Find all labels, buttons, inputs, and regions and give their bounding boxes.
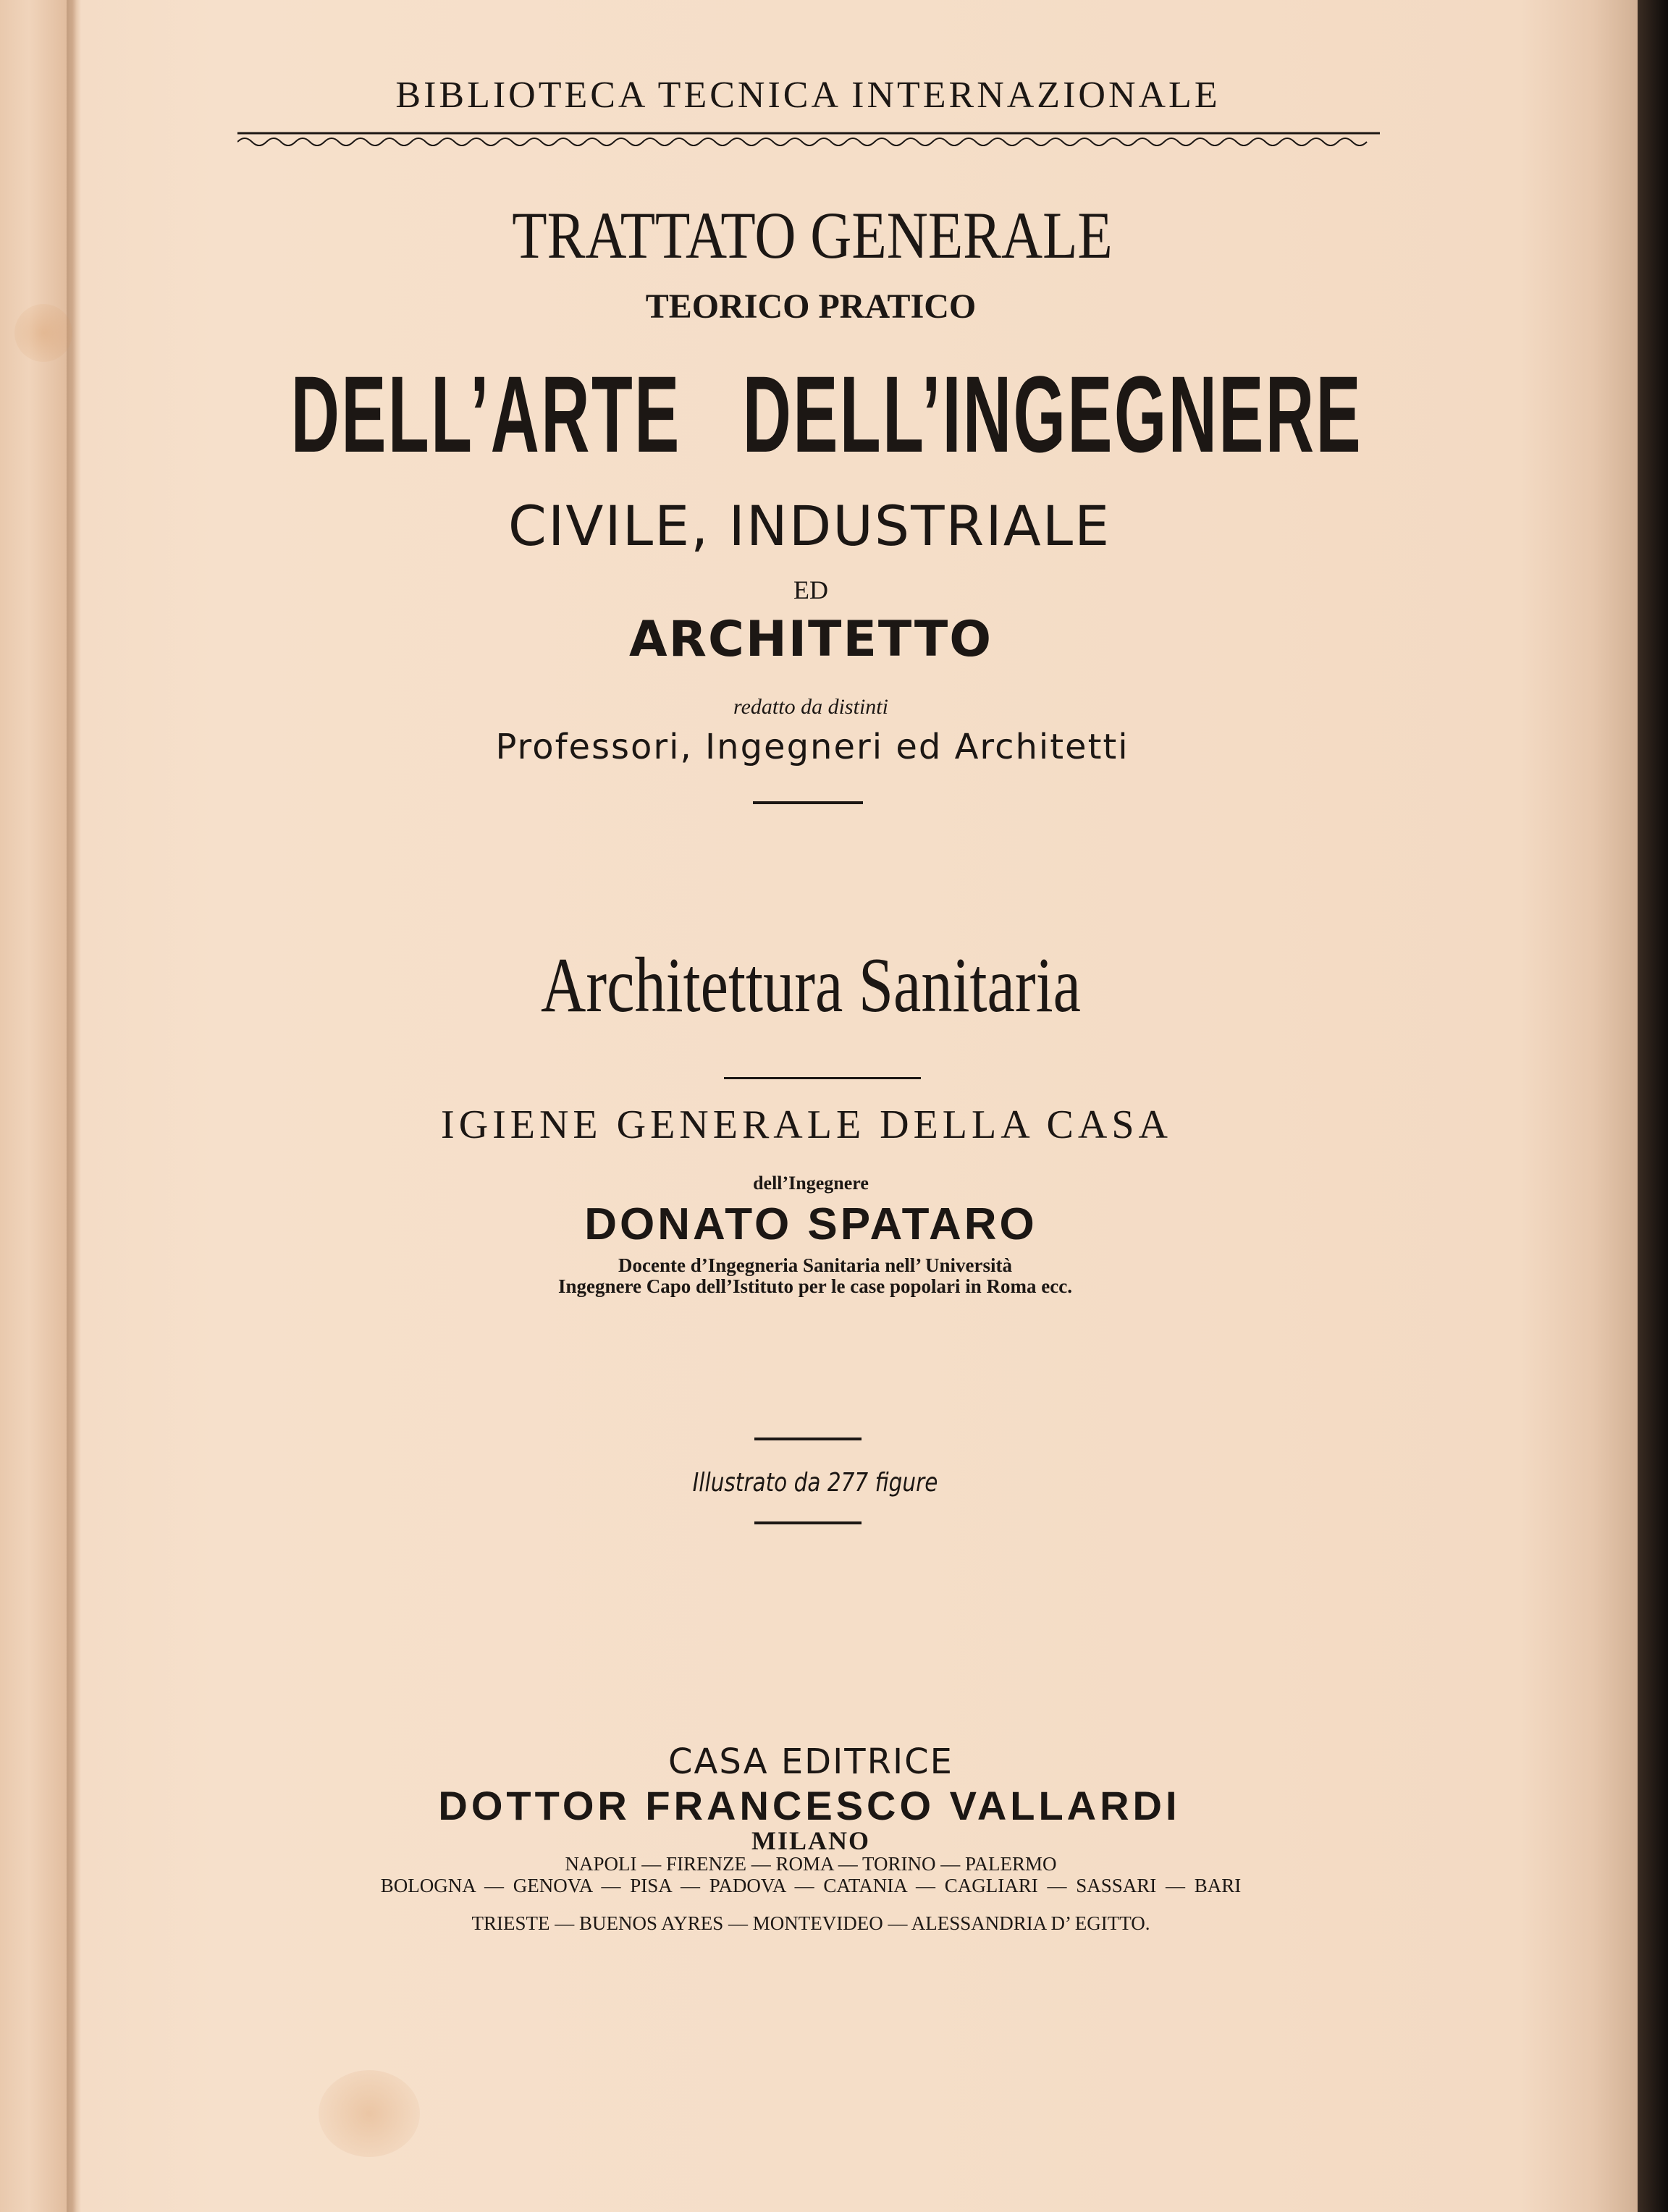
publisher-branches-1: NAPOLI — FIRENZE — ROMA — TORINO — PALERMO	[565, 1853, 1057, 1875]
publisher-label: CASA EDITRICE	[668, 1742, 953, 1782]
illustrations-note: Illustrato da 277 figure	[692, 1468, 938, 1498]
divider-rule	[753, 801, 863, 804]
book-edge	[1638, 0, 1668, 2212]
by-line: dell’Ingegnere	[753, 1173, 869, 1194]
divider-rule	[724, 1077, 921, 1079]
author-title-2: Ingegnere Capo dell’Istituto per le case popolari in Roma ecc.	[558, 1275, 1072, 1297]
publisher-branches-2: BOLOGNA — GENOVA — PISA — PADOVA — CATANIA — CAGLIARI — SASSARI — BARI	[380, 1875, 1242, 1896]
publisher-name: DOTTOR FRANCESCO VALLARDI	[438, 1783, 1181, 1828]
ornamental-wavy-rule	[237, 130, 1380, 148]
title-line-arte-ingegnere: DELL’ARTE DELL’INGEGNERE	[290, 353, 1363, 475]
series-header: BIBLIOTECA TECNICA INTERNAZIONALE	[395, 75, 1221, 116]
author-title-1: Docente d’Ingegneria Sanitaria nell’ Università	[618, 1254, 1012, 1276]
publisher-branches-3: TRIESTE — BUENOS AYRES — MONTEVIDEO — ALESSANDRIA D’ EGITTO.	[471, 1912, 1150, 1934]
author-name: DONATO SPATARO	[584, 1199, 1037, 1249]
title-line-architetto: ARCHITETTO	[628, 611, 993, 668]
title-line-professori: Professori, Ingegneri ed Architetti	[495, 727, 1129, 767]
title-line-trattato: TRATTATO GENERALE	[512, 198, 1113, 272]
title-line-civile: CIVILE, INDUSTRIALE	[507, 494, 1111, 558]
divider-rule	[754, 1438, 862, 1440]
volume-title: Architettura Sanitaria	[540, 942, 1082, 1029]
title-line-redatto: redatto da distinti	[733, 695, 888, 719]
divider-rule	[754, 1521, 862, 1524]
title-line-ed: ED	[793, 575, 828, 604]
publisher-city: MILANO	[751, 1826, 870, 1855]
title-line-teorico: TEORICO PRATICO	[645, 287, 977, 326]
volume-subtitle: IGIENE GENERALE DELLA CASA	[441, 1102, 1172, 1147]
stain-mark	[319, 2070, 420, 2157]
